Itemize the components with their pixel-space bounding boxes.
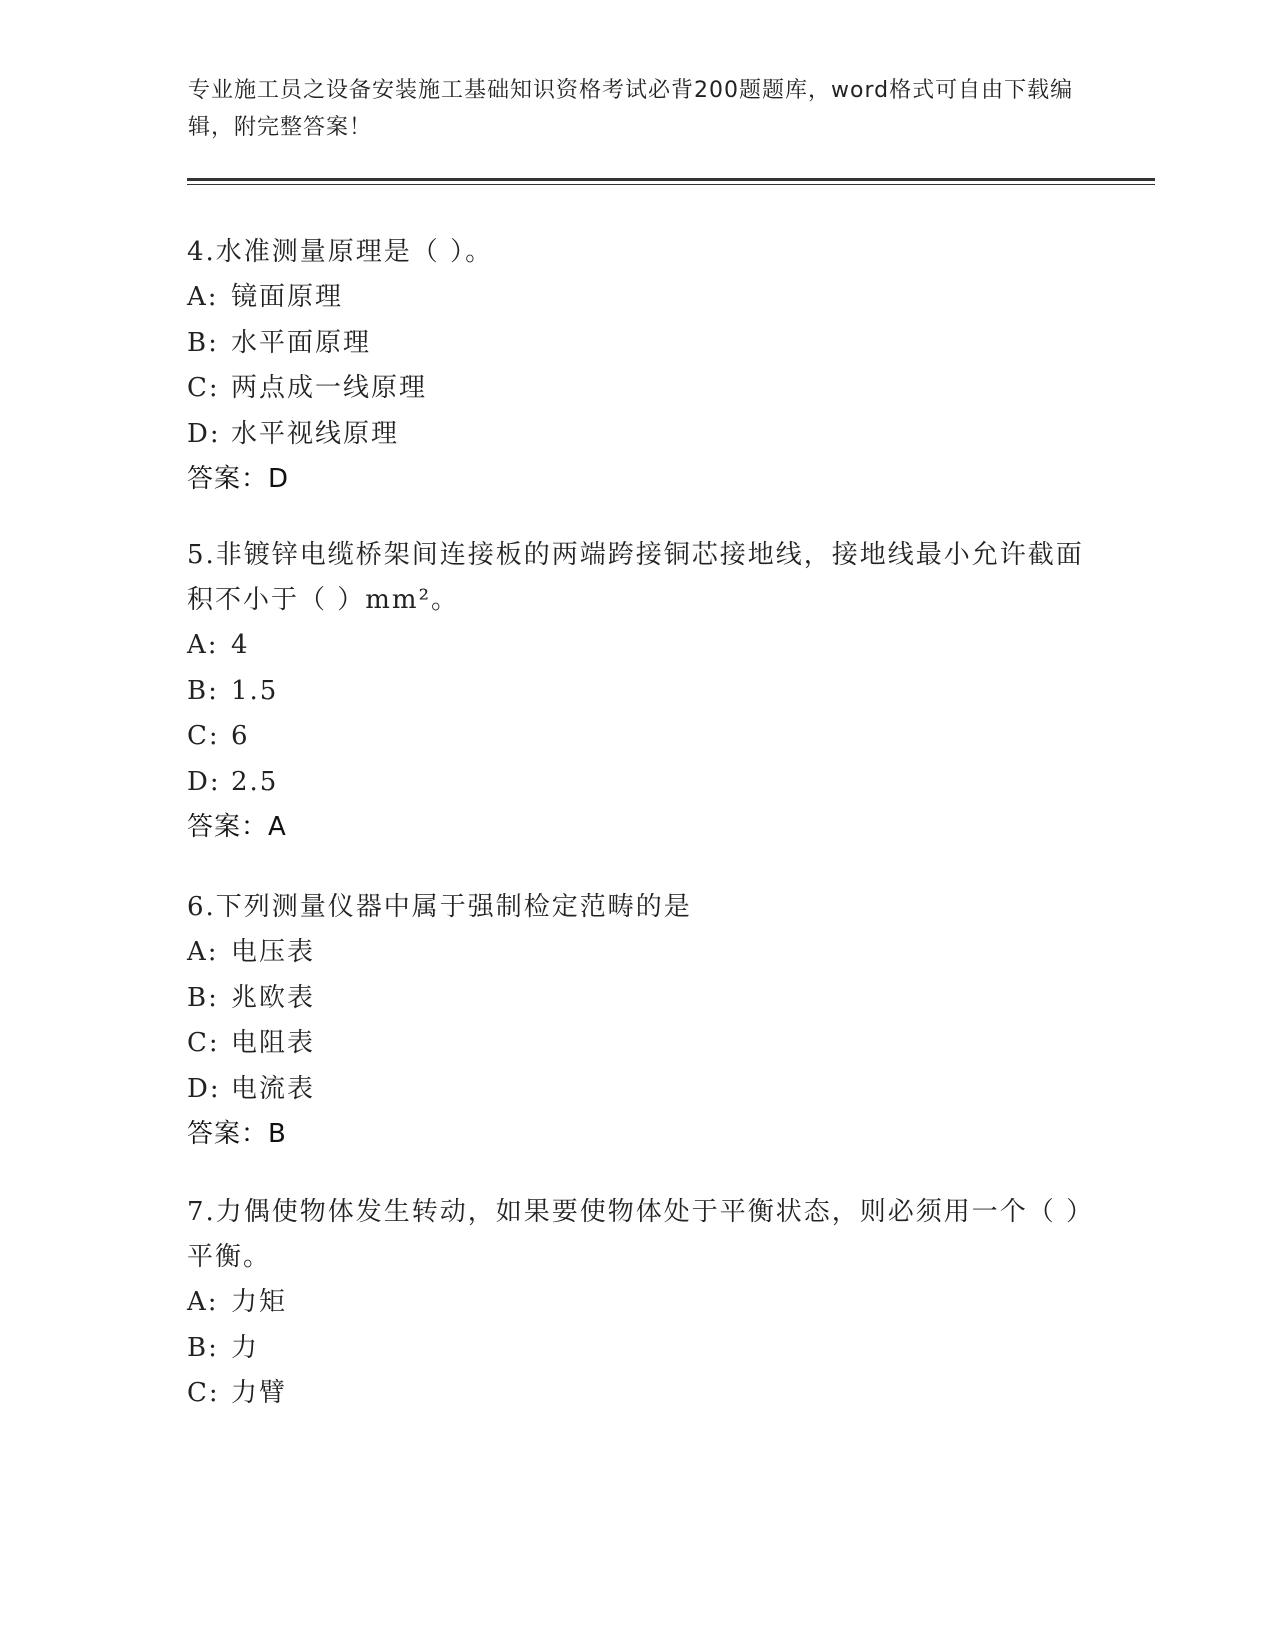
option-text: 水平面原理 [231, 327, 372, 358]
answer-label: 答案： [187, 1119, 269, 1149]
header-divider-thin [187, 184, 1155, 185]
answer-value: B [268, 1119, 287, 1149]
option-text: 2.5 [231, 766, 279, 797]
option-b [187, 669, 1087, 715]
question-stem: 4.水准测量原理是（ ）。 [187, 237, 494, 267]
option-letter: D: [187, 766, 221, 797]
option-letter: A: [187, 1287, 219, 1317]
answer-line [187, 457, 1087, 503]
option-letter: C: [187, 373, 220, 403]
option-letter: B: [187, 327, 219, 358]
document-header: 专业施工员之设备安装施工基础知识资格考试必背200题题库，word格式可自由下载编辑，附完整答案！ [188, 78, 1074, 140]
option-d [187, 760, 1087, 806]
answer-label: 答案： [187, 464, 269, 494]
question-stem: 7.力偶使物体发生转动，如果要使物体处于平衡状态，则必须用一个（ ）平衡。 [187, 1197, 1082, 1272]
option-text: 6 [231, 721, 250, 751]
option-letter: A: [187, 630, 219, 660]
answer-line [187, 1112, 1087, 1158]
option-b [187, 321, 1087, 367]
option-c [187, 1371, 1087, 1417]
option-text: 镜面原理 [231, 282, 344, 312]
answer-line [187, 805, 1087, 851]
option-a [187, 623, 1087, 669]
option-a [187, 1280, 1087, 1326]
option-text: 电流表 [231, 1073, 316, 1104]
question-4 [187, 230, 1087, 503]
answer-value: A [268, 812, 287, 842]
question-stem: 6.下列测量仪器中属于强制检定范畴的是 [187, 892, 692, 922]
option-text: 4 [231, 630, 250, 660]
option-text: 两点成一线原理 [231, 373, 428, 403]
option-text: 1.5 [231, 675, 279, 706]
option-b [187, 1326, 1087, 1372]
answer-value: D [268, 464, 290, 494]
question-stem: 5.非镀锌电缆桥架间连接板的两端跨接铜芯接地线，接地线最小允许截面积不小于（ ）mm²。 [187, 540, 1084, 615]
option-letter: A: [187, 282, 219, 312]
option-d [187, 412, 1087, 458]
question-5 [187, 533, 1087, 851]
option-c [187, 714, 1087, 760]
option-letter: D: [187, 418, 221, 449]
answer-label: 答案： [187, 812, 269, 842]
option-text: 兆欧表 [231, 982, 316, 1013]
option-letter: C: [187, 1378, 220, 1408]
option-b [187, 976, 1087, 1022]
option-text: 水平视线原理 [231, 418, 400, 449]
option-c [187, 1021, 1087, 1067]
option-letter: B: [187, 675, 219, 706]
option-text: 电压表 [231, 937, 316, 967]
option-letter: B: [187, 982, 219, 1013]
option-c [187, 366, 1087, 412]
header-divider-thick [187, 178, 1155, 181]
option-d [187, 1067, 1087, 1113]
option-text: 电阻表 [231, 1028, 316, 1058]
option-letter: C: [187, 721, 220, 751]
option-text: 力臂 [231, 1378, 288, 1408]
question-7 [187, 1190, 1087, 1417]
option-letter: C: [187, 1028, 220, 1058]
question-6 [187, 885, 1087, 1158]
option-text: 力矩 [231, 1287, 288, 1317]
option-letter: D: [187, 1073, 221, 1104]
option-a [187, 930, 1087, 976]
option-a [187, 275, 1087, 321]
option-letter: B: [187, 1332, 219, 1363]
option-letter: A: [187, 937, 219, 967]
option-text: 力 [231, 1332, 260, 1363]
